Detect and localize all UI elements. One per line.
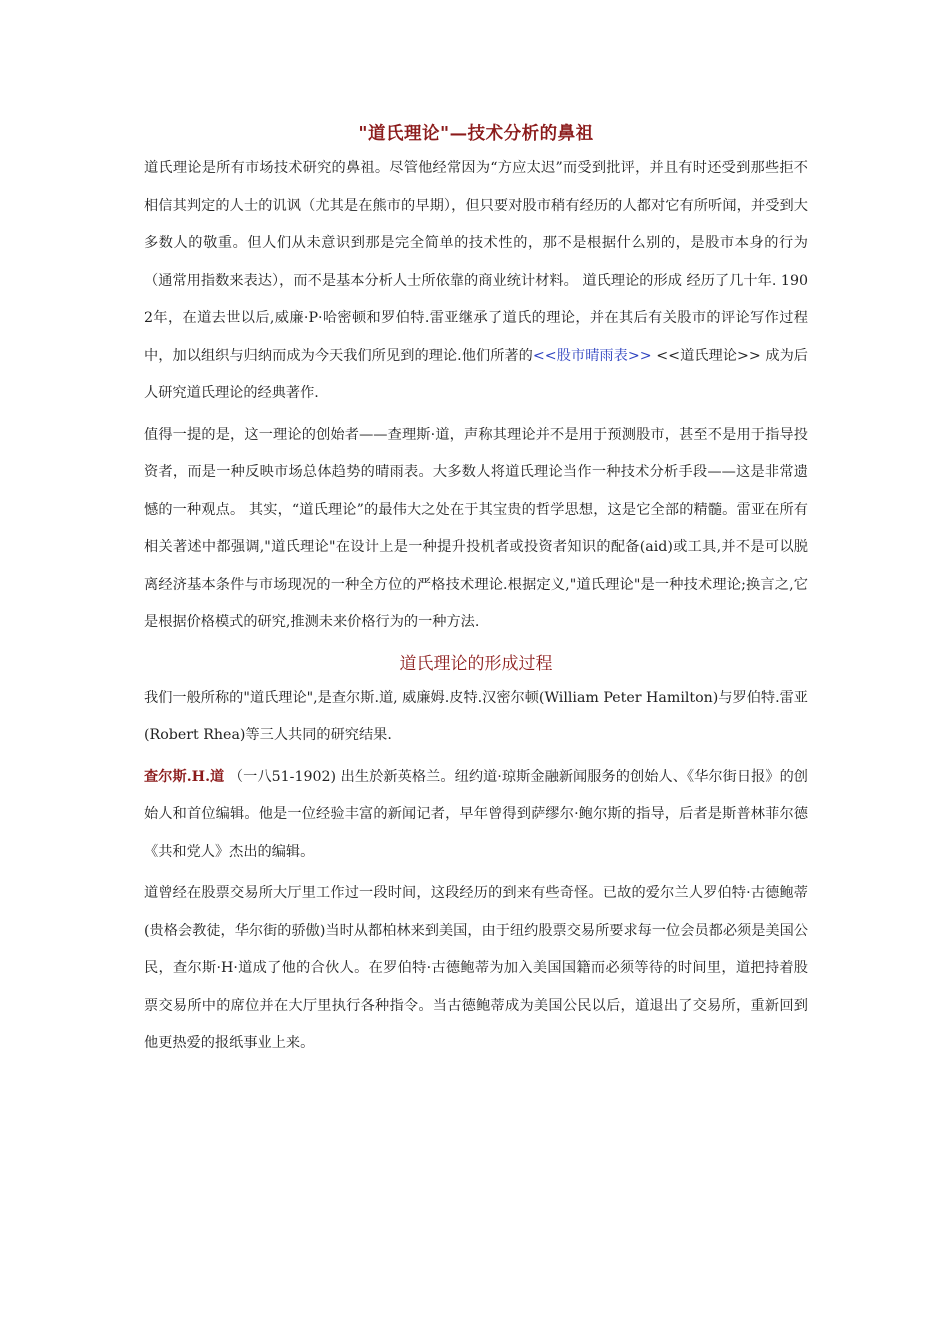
book-link-stock-barometer[interactable]: <<股市晴雨表>> bbox=[532, 347, 652, 364]
person-name-charles-dow: 查尔斯.H.道 bbox=[144, 768, 225, 785]
paragraph-intro bbox=[144, 150, 808, 413]
paragraph-exchange-history: 道曾经在股票交易所大厅里工作过一段时间，这段经历的到来有些奇怪。已故的爱尔兰人罗伯特·古德鲍蒂(贵格会教徒，华尔街的骄傲)当时从都柏林来到美国，由于纽约股票交易所要求每一位会员都必须是美国公民，查尔斯·H·道成了他的合伙人。在罗伯特·古德鲍蒂为加入美国国籍而必须等待的时间里，道把持着股票交易所中的席位并在大厅里执行各种指令。当古德鲍蒂成为美国公民以后，道退出了交易所，重新回到他更热爱的报纸事业上来。 bbox=[144, 885, 808, 1051]
paragraph-intro-text-2: <<道氏理论>> 成为后人研究道氏理论的经典著作. bbox=[144, 347, 808, 401]
paragraph-charles-dow bbox=[144, 759, 808, 872]
paragraph-intro-text-1: 道氏理论是所有市场技术研究的鼻祖。尽管他经常因为“方应太迟”而受到批评，并且有时还受到那些拒不相信其判定的人士的讥讽（尤其是在熊市的早期），但只要对股市稍有经历的人都对它有所听闻，并受到大多数人的敬重。但人们从未意识到那是完全简单的技术性的，那不是根据什么别的，是股市本身的行为（通常用指数来表达），而不是基本分析人士所依靠的商业统计材料。 道氏理论的形成 经历了几十年. 1902年，在道去世以后,威廉·P·哈密顿和罗伯特.雷亚继承了道氏的理论，并在其后有关股市的评论写作过程中，加以组织与归纳而成为今天我们所见到的理论.他们所著的 bbox=[144, 160, 808, 364]
paragraph-philosophy: 值得一提的是，这一理论的创始者——查理斯·道，声称其理论并不是用于预测股市，甚至不是用于指导投资者，而是一种反映市场总体趋势的晴雨表。大多数人将道氏理论当作一种技术分析手段——这是非常遗憾的一种观点。 其实，“道氏理论”的最伟大之处在于其宝贵的哲学思想，这是它全部的精髓。雷亚在所有相关著述中都强调,"道氏理论"在设计上是一种提升投机者或投资者知识的配备(aid)或工具,并不是可以脱离经济基本条件与市场现况的一种全方位的严格技术理论.根据定义,"道氏理论"是一种技术理论;换言之,它是根据价格模式的研究,推测未来价格行为的一种方法. bbox=[144, 426, 808, 630]
section-title-formation: 道氏理论的形成过程 bbox=[399, 653, 553, 674]
paragraph-charles-dow-text: （一八51-1902) 出生於新英格兰。纽约道·琼斯金融新闻服务的创始人、《华尔街日报》的创始人和首位编辑。他是一位经验丰富的新闻记者，早年曾得到萨缪尔·鲍尔斯的指导，后者是斯普林菲尔德《共和党人》杰出的编辑。 bbox=[144, 768, 808, 860]
document-title: "道氏理论"—技术分析的鼻祖 bbox=[358, 124, 594, 144]
document-page bbox=[144, 118, 808, 1063]
paragraph-founders: 我们一般所称的"道氏理论",是查尔斯.道, 威廉姆.皮特.汉密尔顿(William Peter Hamilton)与罗伯特.雷亚(Robert Rhea)等三人共同的研究结果. bbox=[144, 689, 808, 743]
